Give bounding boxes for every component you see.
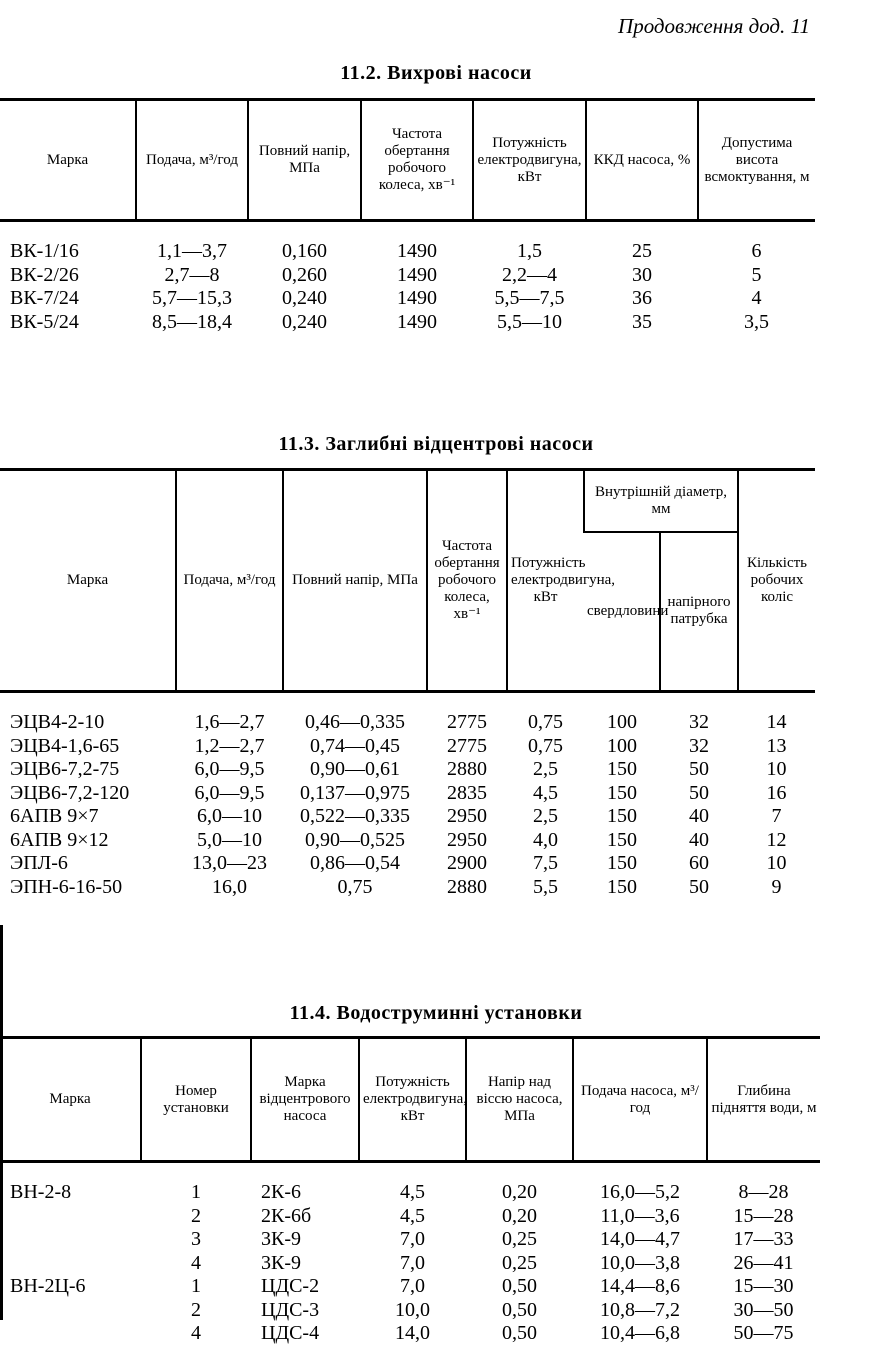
table-cell: 7,5 bbox=[533, 852, 558, 874]
table-cell: 5,0—10 bbox=[197, 828, 262, 851]
table-row bbox=[0, 1275, 820, 1299]
spacer-cell bbox=[0, 692, 176, 712]
col-head: Повний напір, МПа bbox=[283, 470, 427, 692]
table-cell: 2К-6 bbox=[261, 1181, 301, 1203]
table-cell: 2950 bbox=[447, 828, 487, 851]
table-cell: 0,86—0,54 bbox=[310, 852, 400, 874]
table-row bbox=[0, 876, 815, 900]
table-row bbox=[0, 287, 815, 311]
table-cell: 35 bbox=[632, 310, 652, 333]
table-cell: 1490 bbox=[397, 240, 437, 262]
col-brand: Марка bbox=[0, 1038, 141, 1162]
table-cell: 2,5 bbox=[533, 758, 558, 780]
col-power: Потужність електродвигуна, кВт bbox=[473, 100, 586, 221]
row-label-cell bbox=[0, 1252, 141, 1276]
table-cell: 0,20 bbox=[502, 1181, 537, 1203]
row-label-cell: ВК-7/24 bbox=[10, 287, 79, 309]
table-cell: 4 bbox=[191, 1251, 201, 1274]
table-cell: 4 bbox=[751, 287, 762, 309]
table-cell: 4 bbox=[191, 1322, 201, 1344]
table-cell: 10,4—6,8 bbox=[600, 1322, 680, 1344]
col-brand: Марка bbox=[0, 470, 176, 692]
table-cell: 11,0—3,6 bbox=[600, 1204, 680, 1227]
col-flow: Подача, м³/год bbox=[136, 100, 248, 221]
vortex-table-body bbox=[0, 221, 815, 335]
table-cell: 2950 bbox=[447, 805, 487, 827]
col-head: Повний напір, МПа bbox=[248, 100, 361, 221]
row-label-cell bbox=[0, 1205, 141, 1229]
table-cell: 5,7—15,3 bbox=[152, 287, 232, 309]
table-cell: ЦДС-3 bbox=[261, 1298, 320, 1321]
table-cell: 2 bbox=[191, 1204, 201, 1227]
table-cell: 14,0 bbox=[395, 1322, 430, 1344]
col-flow: Подача, м³/год bbox=[176, 470, 283, 692]
table-cell: 2880 bbox=[447, 875, 487, 898]
table-cell: 32 bbox=[689, 711, 709, 733]
table-cell: 7,0 bbox=[400, 1251, 425, 1274]
spacer-cell bbox=[586, 221, 698, 241]
table-cell: 13,0—23 bbox=[192, 852, 267, 874]
table-cell: 6 bbox=[751, 240, 762, 262]
col-head: Напір над віссю насоса, МПа bbox=[466, 1038, 573, 1162]
table-cell: 1490 bbox=[397, 287, 437, 309]
spacer-cell bbox=[473, 221, 586, 241]
table-cell: 2,7—8 bbox=[164, 263, 220, 286]
spacer-cell bbox=[283, 692, 427, 712]
spacer-cell bbox=[248, 221, 361, 241]
row-label-cell bbox=[0, 1228, 141, 1252]
row-label-cell: ЭЦВ6-7,2-120 bbox=[10, 781, 130, 804]
table-cell: 36 bbox=[632, 287, 652, 309]
spacer-cell bbox=[573, 1162, 707, 1182]
row-label-cell: ВН-2-8 bbox=[10, 1181, 72, 1203]
table-cell: 100 bbox=[607, 734, 637, 757]
table-cell: 2 bbox=[191, 1298, 201, 1321]
table-cell: 5 bbox=[751, 263, 762, 286]
table-cell: 50 bbox=[689, 758, 709, 780]
table-cell: 0,522—0,335 bbox=[300, 805, 410, 827]
spacer-cell bbox=[584, 692, 660, 712]
table-cell: 50 bbox=[689, 875, 709, 898]
table-cell: 5,5 bbox=[533, 875, 558, 898]
table-cell: 0,75 bbox=[528, 711, 563, 733]
spacer-cell bbox=[0, 221, 136, 241]
col-power: Потужність електродвигуна, кВт bbox=[507, 470, 584, 692]
row-label-cell: ВК-1/16 bbox=[10, 240, 79, 262]
row-label-cell bbox=[0, 1322, 141, 1346]
table-cell: 0,50 bbox=[502, 1322, 537, 1344]
table-cell: 30—50 bbox=[733, 1298, 794, 1321]
table-cell: 100 bbox=[607, 711, 637, 733]
table-cell: 0,46—0,335 bbox=[305, 711, 405, 733]
table-cell: 40 bbox=[689, 828, 709, 851]
table-cell: 26—41 bbox=[733, 1251, 794, 1274]
table-cell: 13 bbox=[766, 734, 787, 757]
table-row bbox=[0, 735, 815, 759]
table-cell: 7 bbox=[771, 805, 782, 827]
table-row bbox=[0, 1181, 820, 1205]
table-cell: ЦДС-2 bbox=[261, 1275, 320, 1297]
row-label-cell: ВК-5/24 bbox=[10, 310, 79, 333]
table-row bbox=[0, 240, 815, 264]
col-unit-number: Номер установки bbox=[141, 1038, 251, 1162]
table-cell: 50 bbox=[689, 781, 709, 804]
table-cell: 16,0—5,2 bbox=[600, 1181, 680, 1203]
table-cell: 2,2—4 bbox=[502, 263, 557, 286]
col-flow: Подача насоса, м³/год bbox=[573, 1038, 707, 1162]
table-cell: 10,0 bbox=[395, 1298, 430, 1321]
table-cell: 0,240 bbox=[282, 310, 327, 333]
row-label-cell: ВН-2Ц-6 bbox=[10, 1275, 86, 1297]
table-11-3-title: 11.3. Заглибні відцентрові насоси bbox=[278, 433, 594, 455]
table-row bbox=[0, 829, 815, 853]
table-cell: 12 bbox=[766, 828, 787, 851]
table-11-4-title: 11.4. Водоструминні установки bbox=[289, 1002, 583, 1024]
table-cell: 10,8—7,2 bbox=[600, 1298, 680, 1321]
row-label-cell bbox=[0, 1299, 141, 1323]
table-cell: 17—33 bbox=[733, 1228, 794, 1250]
table-cell: 150 bbox=[607, 781, 637, 804]
table-cell: 14 bbox=[766, 711, 787, 733]
jet-installations-table bbox=[0, 1036, 820, 1346]
col-pipe-diameter: напірного патрубка bbox=[660, 532, 738, 692]
table-cell: 0,25 bbox=[502, 1228, 537, 1250]
table-cell: 0,50 bbox=[502, 1298, 537, 1321]
spacer-cell bbox=[251, 1162, 359, 1182]
col-efficiency: ККД насоса, % bbox=[586, 100, 698, 221]
table-row bbox=[0, 1322, 820, 1346]
table-cell: 3 bbox=[191, 1228, 201, 1250]
table-row bbox=[0, 1299, 820, 1323]
spacer-cell bbox=[738, 692, 815, 712]
col-suction-height: Допустима висота всмоктування, м bbox=[698, 100, 815, 221]
table-cell: 10 bbox=[766, 758, 787, 780]
table-cell: 16 bbox=[766, 781, 787, 804]
table-cell: 0,74—0,45 bbox=[310, 734, 400, 757]
table-cell: 2К-6б bbox=[261, 1204, 312, 1227]
table-cell: 2775 bbox=[447, 711, 487, 733]
table-cell: 1,1—3,7 bbox=[157, 240, 227, 262]
col-inner-diameter: Внутрішній діаметр, мм bbox=[584, 470, 738, 532]
table-cell: 1,2—2,7 bbox=[194, 734, 265, 757]
spacer-cell bbox=[698, 221, 815, 241]
table-cell: 4,5 bbox=[400, 1181, 425, 1203]
table-cell: 4,0 bbox=[533, 828, 558, 851]
table-cell: 1,5 bbox=[517, 240, 542, 262]
spacer-cell bbox=[660, 692, 738, 712]
vortex-pumps-table bbox=[0, 98, 815, 334]
table-cell: 1 bbox=[191, 1181, 201, 1203]
table-cell: 7,0 bbox=[400, 1228, 425, 1250]
deep-well-pumps-table bbox=[0, 468, 815, 899]
table-cell: 0,75 bbox=[528, 734, 563, 757]
table-cell: 50—75 bbox=[733, 1322, 794, 1344]
deep-table-body bbox=[0, 692, 815, 900]
table-cell: 1490 bbox=[397, 310, 437, 333]
table-cell: 0,90—0,61 bbox=[310, 758, 400, 780]
table-cell: 16,0 bbox=[212, 875, 247, 898]
table-cell: 2835 bbox=[447, 781, 487, 804]
table-cell: 32 bbox=[689, 734, 709, 757]
col-speed: Частота обертання робочого колеса, хв⁻¹ bbox=[427, 470, 507, 692]
table-cell: 3,5 bbox=[744, 310, 769, 333]
table-cell: 150 bbox=[607, 852, 637, 874]
table-cell: 0,50 bbox=[502, 1275, 537, 1297]
table-cell: 0,160 bbox=[282, 240, 327, 262]
table-cell: 15—28 bbox=[733, 1204, 794, 1227]
table-cell: 150 bbox=[607, 805, 637, 827]
table-cell: 10,0—3,8 bbox=[600, 1251, 680, 1274]
table-cell: 150 bbox=[607, 828, 637, 851]
table-cell: 14,4—8,6 bbox=[600, 1275, 680, 1297]
table-row bbox=[0, 311, 815, 335]
table-cell: 6,0—9,5 bbox=[194, 781, 265, 804]
spacer-cell bbox=[427, 692, 507, 712]
table-cell: 0,25 bbox=[502, 1251, 537, 1274]
table-cell: 15—30 bbox=[733, 1275, 794, 1297]
table-cell: 0,90—0,525 bbox=[305, 828, 405, 851]
spacer-cell bbox=[176, 692, 283, 712]
table-cell: 2775 bbox=[447, 734, 487, 757]
table-row bbox=[0, 805, 815, 829]
table-cell: 1 bbox=[191, 1275, 201, 1297]
table-row bbox=[0, 711, 815, 735]
col-speed: Частота обертання робочого колеса, хв⁻¹ bbox=[361, 100, 473, 221]
row-label-cell: ЭПН-6-16-50 bbox=[10, 875, 123, 898]
table-cell: ЦДС-4 bbox=[261, 1322, 320, 1344]
col-brand: Марка bbox=[0, 100, 136, 221]
table-cell: 0,137—0,975 bbox=[300, 781, 410, 804]
table-row bbox=[0, 1252, 820, 1276]
table-cell: 3К-9 bbox=[261, 1228, 301, 1250]
table-cell: 0,240 bbox=[282, 287, 327, 309]
row-label-cell: 6АПВ 9×7 bbox=[10, 805, 99, 827]
col-pump-brand: Марка відцентрового насоса bbox=[251, 1038, 359, 1162]
table-cell: 0,260 bbox=[282, 263, 327, 286]
table-cell: 8—28 bbox=[738, 1181, 789, 1203]
jet-table-body bbox=[0, 1162, 820, 1346]
table-cell: 30 bbox=[632, 263, 652, 286]
col-lift-depth: Глибина підняття води, м bbox=[707, 1038, 820, 1162]
table-cell: 1,6—2,7 bbox=[194, 711, 265, 733]
col-power: Потужність електродвигуна, кВт bbox=[359, 1038, 466, 1162]
spacer-cell bbox=[141, 1162, 251, 1182]
table-cell: 150 bbox=[607, 875, 637, 898]
table-cell: 14,0—4,7 bbox=[600, 1228, 680, 1250]
row-label-cell: ВК-2/26 bbox=[10, 263, 79, 286]
row-label-cell: ЭЦВ4-2-10 bbox=[10, 711, 105, 733]
table-cell: 9 bbox=[771, 875, 782, 898]
table-cell: 7,0 bbox=[400, 1275, 425, 1297]
table-cell: 2880 bbox=[447, 758, 487, 780]
table-row bbox=[0, 1228, 820, 1252]
table-row bbox=[0, 758, 815, 782]
table-cell: 60 bbox=[689, 852, 709, 874]
table-11-2-title: 11.2. Вихрові насоси bbox=[340, 62, 532, 84]
table-cell: 25 bbox=[632, 240, 652, 262]
spacer-cell bbox=[466, 1162, 573, 1182]
table-cell: 3К-9 bbox=[261, 1251, 301, 1274]
table-cell: 2900 bbox=[447, 852, 487, 874]
table-cell: 5,5—7,5 bbox=[494, 287, 565, 309]
table-row bbox=[0, 1205, 820, 1229]
row-label-cell: ЭЦВ6-7,2-75 bbox=[10, 758, 120, 780]
table-cell: 4,5 bbox=[400, 1204, 425, 1227]
table-cell: 150 bbox=[607, 758, 637, 780]
spacer-cell bbox=[361, 221, 473, 241]
table-cell: 5,5—10 bbox=[497, 310, 562, 333]
table-cell: 6,0—9,5 bbox=[194, 758, 265, 780]
table-cell: 8,5—18,4 bbox=[152, 310, 232, 333]
row-label-cell: ЭПЛ-6 bbox=[10, 852, 68, 874]
table-cell: 4,5 bbox=[533, 781, 558, 804]
col-stages: Кількість робочих коліс bbox=[738, 470, 815, 692]
spacer-cell bbox=[0, 1162, 141, 1182]
row-label-cell: ЭЦВ4-1,6-65 bbox=[10, 734, 120, 757]
table-cell: 1490 bbox=[397, 263, 437, 286]
col-well-diameter: свердловини bbox=[584, 532, 660, 692]
table-cell: 0,75 bbox=[337, 875, 373, 898]
table-cell: 10 bbox=[766, 852, 787, 874]
spacer-cell bbox=[707, 1162, 820, 1182]
table-row bbox=[0, 852, 815, 876]
row-label-cell: 6АПВ 9×12 bbox=[10, 828, 109, 851]
table-cell: 2,5 bbox=[533, 805, 558, 827]
table-cell: 40 bbox=[689, 805, 709, 827]
table-cell: 0,20 bbox=[502, 1204, 537, 1227]
table-row bbox=[0, 264, 815, 288]
spacer-cell bbox=[359, 1162, 466, 1182]
table-row bbox=[0, 782, 815, 806]
spacer-cell bbox=[507, 692, 584, 712]
spacer-cell bbox=[136, 221, 248, 241]
table-cell: 6,0—10 bbox=[197, 805, 262, 827]
running-head: Продовження дод. 11 bbox=[618, 14, 810, 38]
